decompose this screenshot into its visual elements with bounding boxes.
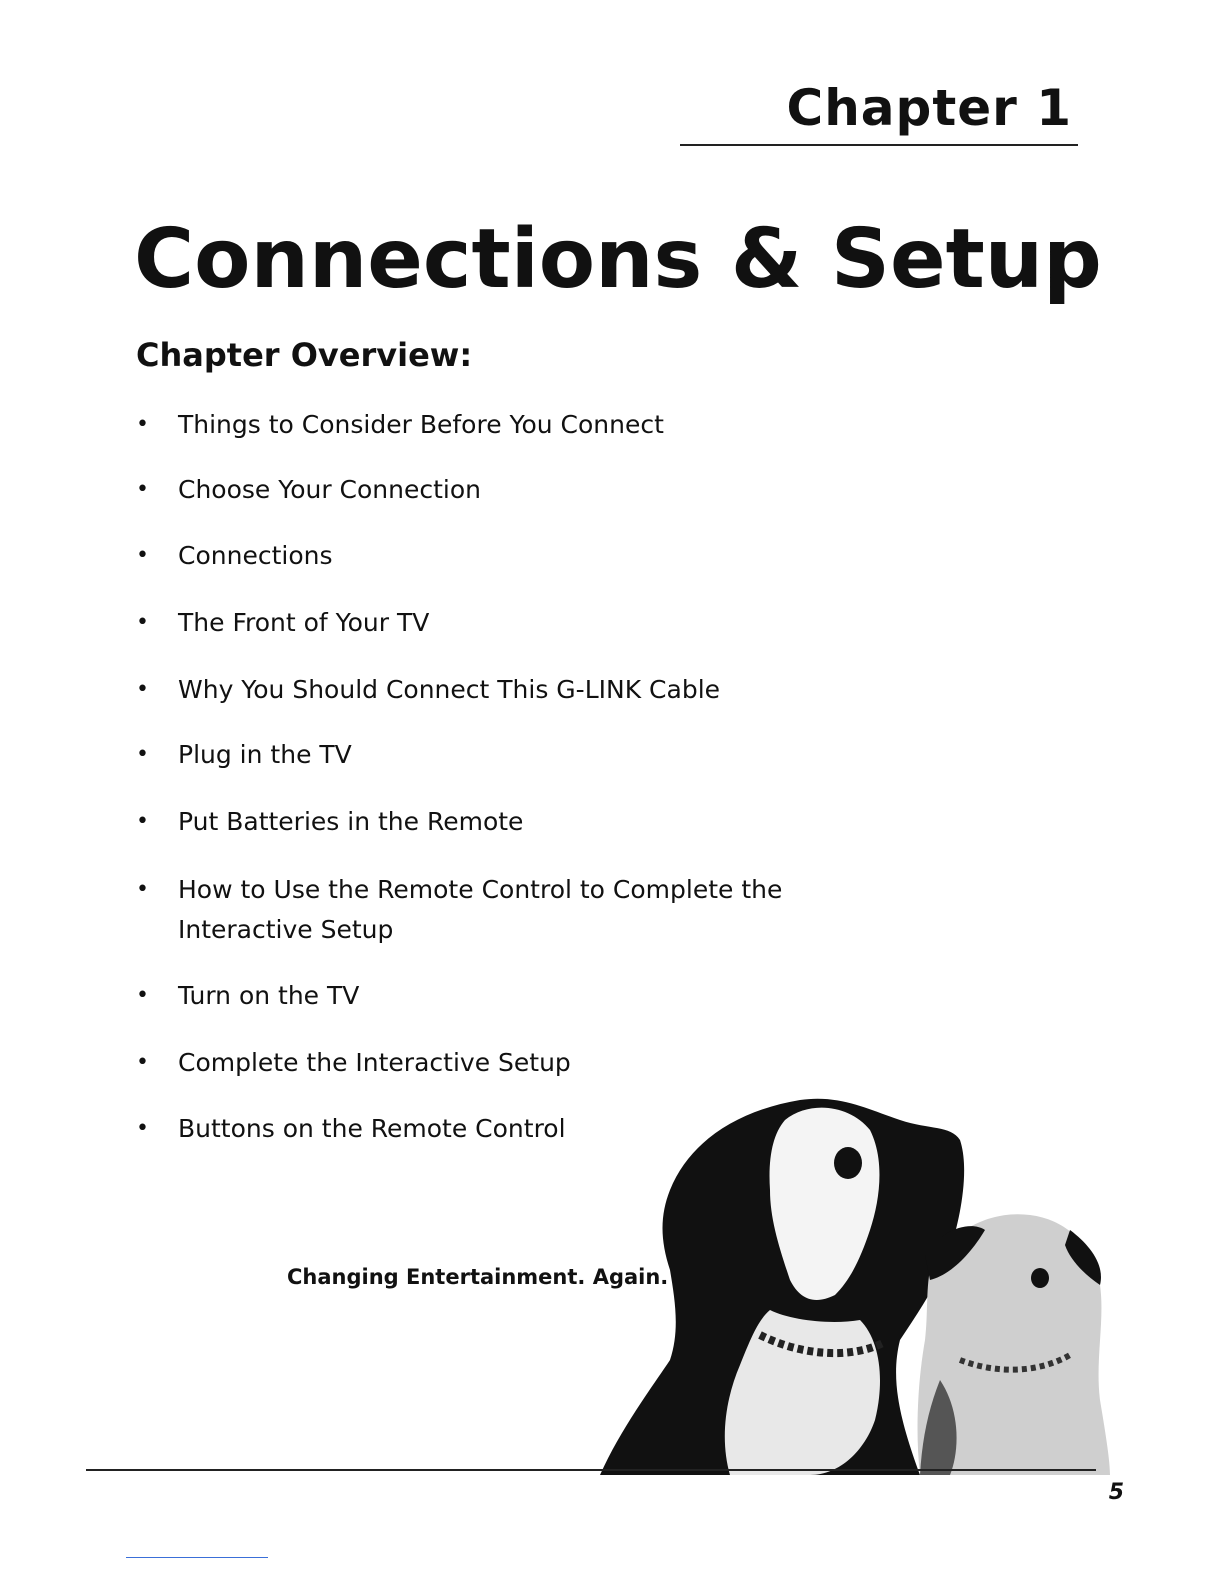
- overview-heading: Chapter Overview:: [136, 336, 473, 374]
- two-dogs-photo: [600, 1080, 1110, 1475]
- list-item-text: The Front of Your TV: [178, 608, 430, 637]
- footer-rule: [86, 1469, 1096, 1471]
- list-item-text: Plug in the TV: [178, 740, 352, 769]
- chapter-rule: [680, 144, 1078, 146]
- list-item-text: Things to Consider Before You Connect: [178, 410, 664, 439]
- list-item-text: Complete the Interactive Setup: [178, 1048, 571, 1077]
- list-item-text: Interactive Setup: [178, 915, 394, 944]
- bullet-icon: •: [136, 610, 149, 635]
- bullet-icon: •: [136, 543, 149, 568]
- bullet-icon: •: [136, 809, 149, 834]
- list-item-text: Why You Should Connect This G-LINK Cable: [178, 675, 721, 704]
- tagline: Changing Entertainment. Again.: [287, 1265, 669, 1289]
- page-title: Connections & Setup: [134, 212, 1102, 307]
- list-item-text: Turn on the TV: [178, 981, 360, 1010]
- bullet-icon: •: [136, 742, 149, 767]
- bullet-icon: •: [136, 412, 149, 437]
- bullet-icon: •: [136, 983, 149, 1008]
- bullet-icon: •: [136, 1050, 149, 1075]
- page-number: 5: [1108, 1480, 1124, 1505]
- list-item-text: Connections: [178, 541, 333, 570]
- list-item-text: Put Batteries in the Remote: [178, 807, 524, 836]
- list-item-text: How to Use the Remote Control to Complete the: [178, 875, 783, 904]
- list-item-text: Choose Your Connection: [178, 475, 482, 504]
- bullet-icon: •: [136, 1116, 149, 1141]
- chapter-label: Chapter 1: [786, 79, 1072, 137]
- bullet-icon: •: [136, 477, 149, 502]
- list-item-text: Buttons on the Remote Control: [178, 1114, 566, 1143]
- bullet-icon: •: [136, 877, 149, 902]
- scan-mark-line: [126, 1557, 268, 1558]
- bullet-icon: •: [136, 677, 149, 702]
